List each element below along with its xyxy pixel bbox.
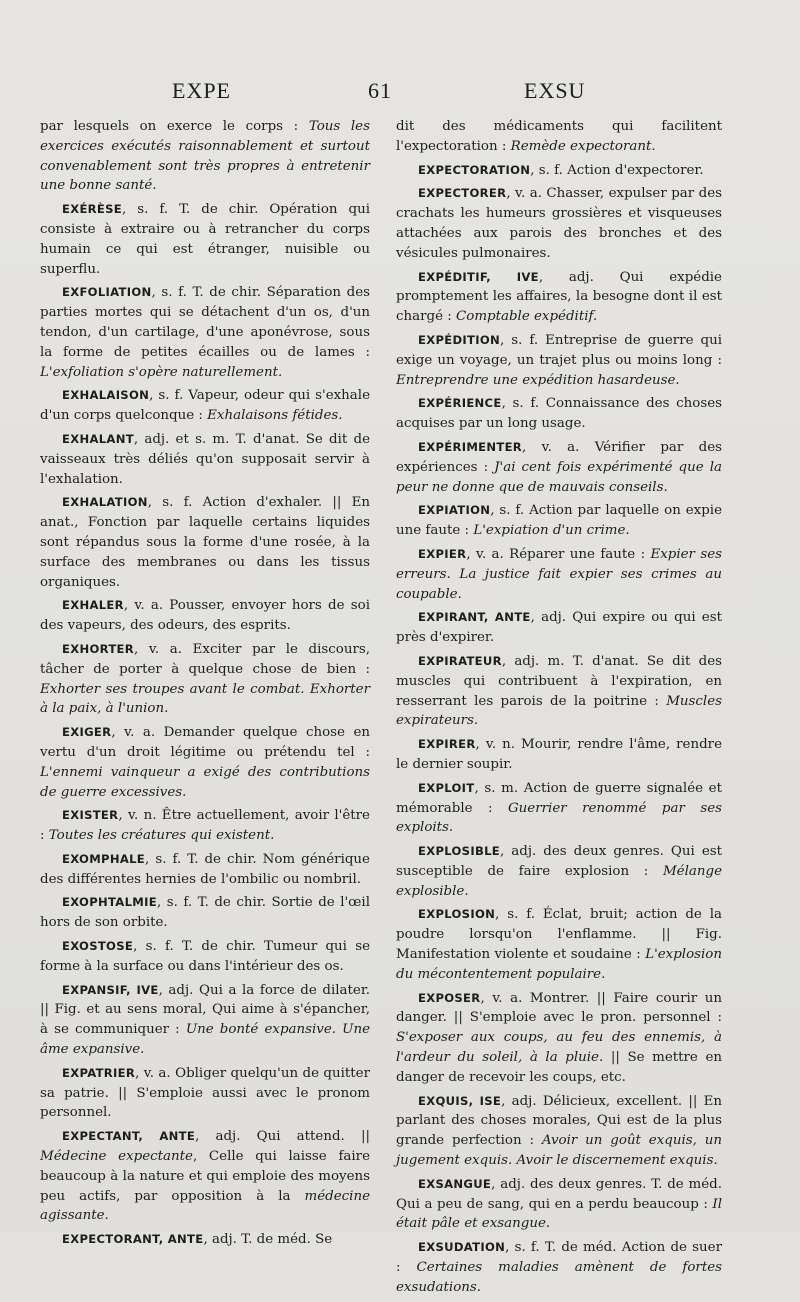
example: Exhalaisons fétides. bbox=[207, 408, 343, 424]
example: Une bonté expansive. Une âme expansive. bbox=[40, 1022, 371, 1058]
definition: , s. f. Connaissance des choses acquises par un long usage. bbox=[396, 396, 722, 432]
headword: EXOSTOSE bbox=[62, 939, 134, 954]
example: Tous les exercices exécutés raisonnablement et surtout convenablement sont très propres à entretenir une bonne santé. bbox=[40, 119, 370, 194]
definition: , s. f. T. de chir. Séparation des parties mortes qui se détachent d'un os, d'un tendon, d'un cartilage, d'une aponévrose, sous la forme de petites écailles ou de lames : bbox=[40, 285, 370, 360]
dictionary-entry bbox=[40, 1230, 370, 1250]
dictionary-entry bbox=[40, 117, 370, 196]
example: Expier ses erreurs. La justice fait expier ses crimes au coupable. bbox=[396, 546, 722, 602]
dictionary-entry bbox=[396, 608, 722, 648]
headword: EXPOSER bbox=[418, 990, 481, 1005]
definition: , adj. Qui expédie promptement les affaires, la besogne dont il est chargé : bbox=[396, 269, 722, 325]
dictionary-entry bbox=[40, 200, 370, 279]
headword: EXPÉDITION bbox=[418, 332, 500, 347]
example: L'exfoliation s'opère naturellement. bbox=[40, 364, 283, 380]
dictionary-entry bbox=[40, 283, 370, 382]
definition: , v. n. Mourir, rendre l'âme, rendre le dernier soupir. bbox=[396, 737, 722, 772]
dictionary-entry bbox=[40, 493, 370, 592]
definition: , v. a. Chasser, expulser par des crachats les humeurs grossières et visqueuses attachées aux parois des bronches et des vésicules pulmonaires. bbox=[396, 186, 722, 261]
definition: , s. f. T. de chir. Sortie de l'œil hors de son orbite. bbox=[40, 895, 370, 931]
dictionary-entry bbox=[396, 779, 722, 838]
example: Mélange explosible. bbox=[396, 863, 722, 899]
head-right-guideword: EXSU bbox=[524, 78, 586, 103]
dictionary-entry bbox=[396, 905, 722, 984]
headword: EXFOLIATION bbox=[62, 285, 152, 300]
dictionary-entry bbox=[396, 268, 722, 327]
dictionary-entry bbox=[40, 596, 370, 636]
example: Certaines maladies amènent de fortes exsudations. bbox=[396, 1260, 722, 1295]
example: Guerrier renommé par ses exploits. bbox=[396, 800, 722, 836]
dictionary-entry bbox=[40, 1064, 370, 1123]
dictionary-entry bbox=[40, 893, 370, 933]
example: J'ai cent fois expérimenté que la peur ne donne que de mauvais conseils. bbox=[396, 459, 723, 495]
definition: , s. f. T. de méd. Action de suer : bbox=[396, 1240, 722, 1276]
headword: EXHALATION bbox=[62, 495, 148, 510]
head-left-guideword: EXPE bbox=[172, 78, 231, 103]
definition: , adj. Qui expire ou qui est près d'expirer. bbox=[396, 610, 722, 646]
headword: EXPIRER bbox=[418, 737, 476, 752]
definition: , s. m. Action de guerre signalée et mémorable : bbox=[396, 780, 722, 816]
dictionary-entry bbox=[40, 981, 370, 1060]
dictionary-entry bbox=[40, 937, 370, 977]
headword: EXQUIS, ISE bbox=[418, 1093, 502, 1108]
definition: , adj. T. de méd. Se bbox=[203, 1232, 333, 1248]
definition: , v. a. Pousser, envoyer hors de soi des vapeurs, des odeurs, des esprits. bbox=[40, 598, 370, 634]
definition: , s. f. Action par laquelle on expie une faute : bbox=[396, 503, 722, 539]
headword: EXPATRIER bbox=[62, 1065, 136, 1080]
dictionary-entry bbox=[396, 1092, 722, 1171]
definition: , s. f. Action d'exhaler. || En anat., Fonction par laquelle certains liquides sont répandus sous la forme d'une rosée, à la surface des membranes ou dans les tissus organiques. bbox=[40, 495, 370, 590]
dictionary-entry bbox=[396, 1175, 722, 1234]
definition: || Se mettre en danger de recevoir les coups, etc. bbox=[396, 1050, 722, 1085]
example: Remède expectorant. bbox=[510, 138, 656, 154]
example: L'expiation d'un crime. bbox=[473, 523, 630, 539]
dictionary-entry bbox=[396, 842, 722, 901]
dictionary-entry bbox=[40, 806, 370, 846]
headword: EXHALER bbox=[62, 598, 124, 613]
dictionary-entry bbox=[396, 117, 722, 157]
example: S'exposer aux coups, au feu des ennemis, à l'ardeur du soleil, à la pluie. bbox=[396, 1030, 722, 1066]
definition: , s. f. T. de chir. Opération qui consiste à extraire ou à retrancher du corps humain ce qui est étranger, nuisible ou superflu. bbox=[40, 202, 370, 277]
definition: , adj. m. T. d'anat. Se dit des muscles qui contribuent à l'expiration, en resserrant les parois de la poitrine : bbox=[396, 653, 722, 709]
headword: EXIGER bbox=[62, 725, 112, 740]
definition: , Celle qui laisse faire beaucoup à la nature et qui emploie des moyens peu actifs, par opposition à la bbox=[40, 1149, 370, 1204]
definition: , adj. Qui attend. || bbox=[195, 1129, 370, 1145]
running-head bbox=[0, 78, 800, 108]
right-column bbox=[396, 117, 722, 1302]
definition: , s. f. T. de chir. Tumeur qui se forme à la surface ou dans l'intérieur des os. bbox=[40, 939, 370, 974]
headword: EXPIER bbox=[418, 546, 467, 561]
dictionary-entry bbox=[396, 501, 722, 541]
headword: EXPÉRIMENTER bbox=[418, 439, 523, 454]
definition: par lesquels on exerce le corps : bbox=[40, 119, 309, 134]
headword: EXÉRÈSE bbox=[62, 202, 122, 217]
definition: , v. n. Être actuellement, avoir l'être : bbox=[40, 808, 370, 844]
definition: , s. f. Entreprise de guerre qui exige un voyage, un trajet plus ou moins long : bbox=[396, 332, 722, 368]
definition: , s. f. T. de chir. Nom générique des différentes hernies de l'ombilic ou nombril. bbox=[40, 851, 370, 887]
example: Comptable expéditif. bbox=[456, 309, 598, 325]
definition: , v. a. Réparer une faute : bbox=[466, 546, 651, 562]
example: Muscles expirateurs. bbox=[396, 693, 722, 729]
headword: EXPECTANT, ANTE bbox=[62, 1129, 196, 1144]
headword: EXISTER bbox=[62, 808, 119, 823]
definition: , v. a. Exciter par le discours, tâcher de porter à quelque chose de bien : bbox=[40, 641, 370, 677]
example: L'explosion du mécontentement populaire. bbox=[396, 947, 722, 982]
dictionary-entry bbox=[396, 438, 722, 497]
definition: , adj. et s. m. T. d'anat. Se dit de vaisseaux très déliés qu'on supposait servir à l'exhalation. bbox=[40, 431, 370, 487]
headword: EXOPHTALMIE bbox=[62, 895, 157, 910]
headword: EXPECTORANT, ANTE bbox=[62, 1232, 204, 1247]
definition: , v. a. Vérifier par des expériences : bbox=[396, 439, 722, 475]
headword: EXPIRATEUR bbox=[418, 653, 502, 668]
headword: EXSANGUE bbox=[418, 1176, 492, 1191]
left-column bbox=[40, 117, 370, 1254]
definition: , s. f. Action d'expectorer. bbox=[530, 162, 704, 178]
dictionary-entry bbox=[396, 184, 722, 263]
definition: , adj. Qui a la force de dilater. || Fig. et au sens moral, Qui aime à s'épancher, à se communiquer : bbox=[40, 982, 371, 1038]
dictionary-entry bbox=[396, 735, 722, 775]
headword: EXPÉRIENCE bbox=[418, 396, 502, 411]
headword: EXPLOSION bbox=[418, 907, 496, 922]
example: Exhorter ses troupes avant le combat. Exhorter à la paix, à l'union. bbox=[40, 681, 370, 717]
headword: EXHORTER bbox=[62, 641, 134, 656]
example: médecine agissante. bbox=[40, 1188, 370, 1224]
definition: , adj. des deux genres. T. de méd. Qui a peu de sang, qui en a perdu beaucoup : bbox=[396, 1176, 722, 1212]
dictionary-entry bbox=[40, 850, 370, 890]
dictionary-entry bbox=[40, 430, 370, 489]
headword: EXPECTORER bbox=[418, 186, 507, 201]
headword: EXOMPHALE bbox=[62, 851, 146, 866]
definition: , v. a. Montrer. || Faire courir un danger. || S'emploie avec le pron. personnel : bbox=[396, 990, 722, 1026]
dictionary-entry bbox=[396, 394, 722, 434]
example: Il était pâle et exsangue. bbox=[396, 1196, 722, 1232]
dictionary-entry bbox=[396, 989, 722, 1088]
headword: EXPLOSIBLE bbox=[418, 844, 500, 859]
dictionary-entry bbox=[40, 1127, 370, 1226]
dictionary-entry bbox=[396, 652, 722, 731]
headword: EXPIRANT, ANTE bbox=[418, 610, 531, 625]
headword: EXSUDATION bbox=[418, 1240, 506, 1255]
headword: EXPLOIT bbox=[418, 780, 475, 795]
headword: EXPIATION bbox=[418, 503, 491, 518]
definition: dit des médicaments qui facilitent l'expectoration : bbox=[396, 119, 722, 154]
definition: , adj. Délicieux, excellent. || En parlant des choses morales, Qui est de la plus grande perfection : bbox=[396, 1093, 722, 1149]
definition: , s. f. Éclat, bruit; action de la poudre lorsqu'on l'enflamme. || Fig. Manifestation violente et soudaine : bbox=[396, 907, 722, 963]
example: Toutes les créatures qui existent. bbox=[48, 828, 275, 844]
dictionary-entry bbox=[396, 545, 722, 604]
dictionary-entry bbox=[40, 386, 370, 426]
dictionary-entry bbox=[40, 640, 370, 719]
definition: , v. a. Obliger quelqu'un de quitter sa patrie. || S'emploie aussi avec le pronom personnel. bbox=[40, 1065, 370, 1121]
headword: EXHALANT bbox=[62, 431, 134, 446]
example: Entreprendre une expédition hasardeuse. bbox=[396, 372, 680, 388]
example: L'ennemi vainqueur a exigé des contributions de guerre excessives. bbox=[40, 764, 370, 800]
page-number: 61 bbox=[368, 78, 392, 103]
dictionary-entry bbox=[40, 723, 370, 802]
dictionary-entry bbox=[396, 161, 722, 181]
headword: EXPÉDITIF, IVE bbox=[418, 269, 539, 284]
example: Médecine expectante bbox=[40, 1149, 193, 1165]
headword: EXPANSIF, IVE bbox=[62, 982, 159, 997]
dictionary-entry bbox=[396, 331, 722, 390]
definition: , adj. des deux genres. Qui est susceptible de faire explosion : bbox=[396, 844, 722, 879]
headword: EXHALAISON bbox=[62, 388, 150, 403]
headword: EXPECTORATION bbox=[418, 162, 531, 177]
dictionary-entry bbox=[396, 1238, 722, 1297]
example: Avoir un goût exquis, un jugement exquis. Avoir le discernement exquis. bbox=[396, 1133, 722, 1169]
definition: , v. a. Demander quelque chose en vertu d'un droit légitime ou prétendu tel : bbox=[40, 725, 370, 760]
definition: , s. f. Vapeur, odeur qui s'exhale d'un corps quelconque : bbox=[40, 388, 370, 424]
